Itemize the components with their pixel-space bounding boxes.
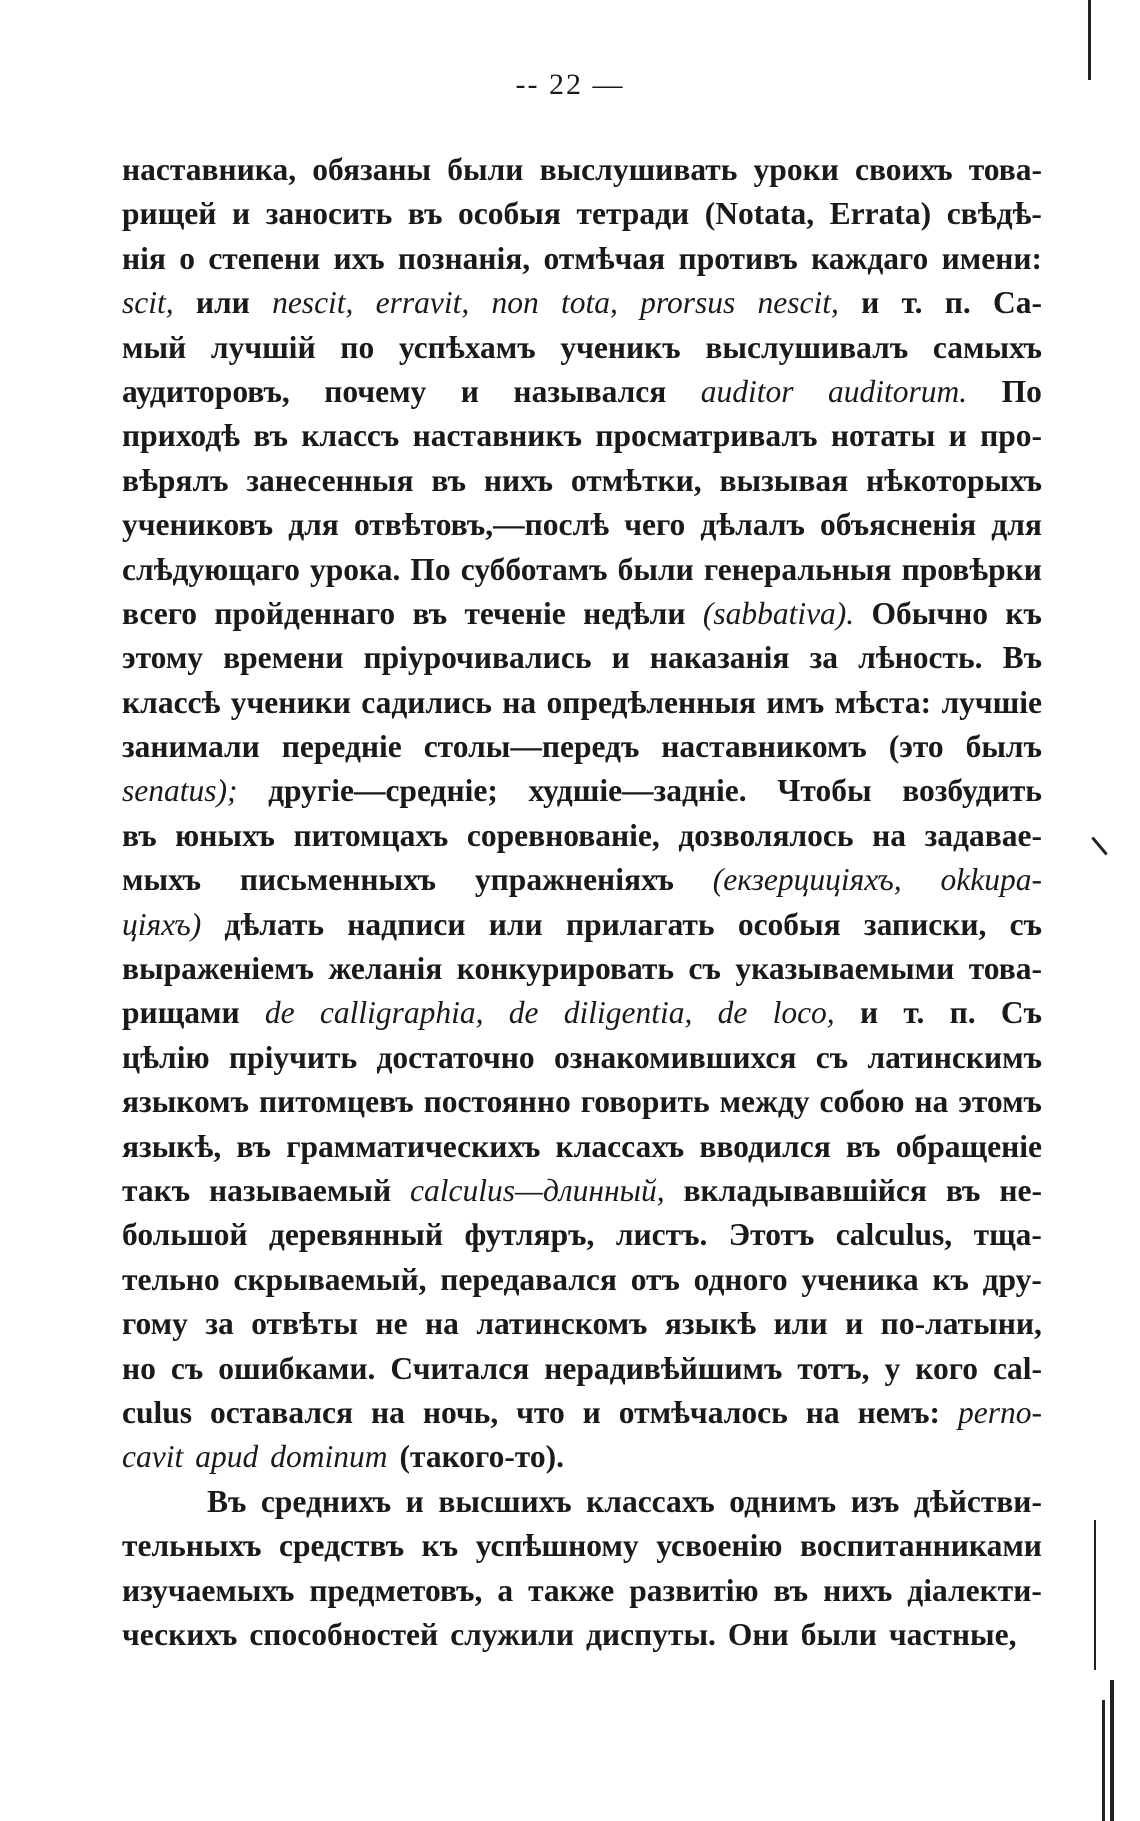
word: съ [688, 951, 721, 987]
word: cavit [122, 1439, 184, 1475]
word: слѣдующаго [122, 551, 300, 587]
word: Са- [992, 285, 1042, 321]
word: называемый [209, 1172, 392, 1208]
word: назывался [513, 373, 667, 409]
word: прилагать [565, 906, 715, 942]
word: вѣрялъ [122, 462, 229, 498]
word: мый [122, 329, 187, 365]
text-line [122, 769, 1042, 813]
word: съ [170, 1350, 204, 1386]
word: По [410, 551, 451, 587]
text-line [122, 725, 1042, 769]
word: урока. [310, 551, 401, 587]
word: выслушивать [539, 152, 738, 187]
word: передніе [281, 729, 402, 765]
word: лучшій [210, 329, 316, 365]
word: но [122, 1350, 156, 1386]
word: auditor [700, 373, 794, 409]
word: Errata) [829, 196, 932, 232]
word: юныхъ [175, 817, 275, 853]
word: и [861, 285, 880, 321]
margin-mark-middle [1091, 837, 1107, 856]
word: loco, [772, 995, 835, 1031]
word: теченіе [464, 595, 566, 631]
word: опредѣленныя [546, 684, 756, 720]
word: нія [122, 240, 166, 276]
word: Они [727, 1616, 789, 1652]
word: въ [845, 1128, 881, 1164]
word: для [991, 507, 1042, 543]
word: нѣкоторыхъ [866, 462, 1042, 498]
word: нихъ [483, 462, 554, 498]
word: нихъ [823, 1572, 893, 1608]
word: успѣшному [475, 1528, 639, 1564]
word: tota, [561, 285, 618, 321]
word: на [370, 1394, 405, 1430]
word: надписи [347, 906, 466, 942]
word: языкѣ [664, 1306, 757, 1342]
word: нерадивѣйшимъ [544, 1350, 783, 1386]
word: служили [450, 1616, 574, 1652]
text-line [122, 1213, 1042, 1257]
word: классъ [301, 418, 400, 454]
word: това- [968, 951, 1042, 987]
word: обращеніе [895, 1128, 1042, 1164]
word: грамматическихъ [286, 1128, 541, 1164]
word: съ [1009, 906, 1042, 942]
word: или [773, 1306, 828, 1342]
text-line [122, 548, 1042, 592]
word: calculus, [835, 1217, 953, 1253]
word: былъ [965, 729, 1042, 765]
margin-mark-bottom-2 [1102, 1700, 1105, 1821]
word: наставника, [122, 152, 297, 187]
word: тща- [973, 1217, 1042, 1253]
word: заносить [265, 196, 393, 232]
word: не- [999, 1172, 1042, 1208]
word: nescit, [757, 285, 839, 321]
word: къ [421, 1528, 459, 1564]
word: были [617, 551, 694, 587]
word: записки, [863, 906, 987, 942]
text-line [122, 370, 1042, 414]
margin-mark-lower [1094, 1520, 1096, 1670]
word: рищей [122, 196, 217, 232]
word: По [1001, 373, 1042, 409]
word: объясненія [820, 507, 977, 543]
word: ученикъ [560, 329, 681, 365]
text-line [122, 503, 1042, 547]
word: классѣ [122, 684, 221, 720]
word: отвѣтовъ,—послѣ [353, 507, 610, 543]
word: Съ [1000, 995, 1042, 1031]
word: Этотъ [728, 1217, 815, 1253]
word: въ [236, 1128, 272, 1164]
word: учениковъ [122, 507, 274, 543]
word: времени [223, 640, 344, 676]
word: были [800, 1616, 877, 1652]
word: чего [624, 507, 686, 543]
word: Чтобы [777, 773, 872, 809]
word: соревнованіе, [466, 817, 660, 853]
word: письменныхъ [239, 862, 437, 898]
word: и [611, 640, 630, 676]
word: prorsus [640, 285, 736, 321]
text-line [122, 192, 1042, 236]
word: пройденнаго [214, 595, 396, 631]
word: ночь, [422, 1394, 499, 1430]
word: тельныхъ [122, 1528, 262, 1564]
word: okkupa- [940, 862, 1042, 898]
word: по [340, 329, 375, 365]
margin-mark-bottom [1110, 1680, 1114, 1821]
word: указываемыми [735, 951, 955, 987]
word: отъ [630, 1261, 680, 1297]
word: наставникъ [412, 418, 582, 454]
word: субботамъ [460, 551, 608, 587]
word: (это [888, 729, 944, 765]
word: scit, [122, 285, 174, 321]
word: тотъ, [797, 1350, 870, 1386]
word: листъ. [615, 1217, 708, 1253]
word: этомъ [958, 1084, 1042, 1120]
word: діалекти- [907, 1572, 1042, 1608]
word: дѣлалъ [700, 507, 805, 543]
word: недѣли [583, 595, 686, 631]
word: степени [208, 240, 321, 276]
word: и [231, 196, 251, 232]
text-line [122, 1258, 1042, 1302]
text-line [122, 1169, 1042, 1213]
word: non [491, 285, 539, 321]
word: на [872, 817, 907, 853]
word: упражненіяхъ [474, 862, 674, 898]
text-line [122, 814, 1042, 858]
word: имени: [941, 240, 1042, 276]
word: языкомъ [122, 1084, 249, 1120]
word: nescit, [272, 285, 354, 321]
text-line [122, 1347, 1042, 1391]
word: одного [693, 1261, 788, 1297]
word: гому [122, 1306, 188, 1342]
word: питомцевъ [258, 1084, 414, 1120]
word: вызывая [719, 462, 849, 498]
word: предметовъ, [309, 1572, 483, 1608]
word: (такого-то). [399, 1439, 564, 1475]
word: аудиторовъ, [122, 373, 290, 409]
word: съ [815, 1039, 849, 1075]
text-line [122, 1480, 1042, 1524]
word: усвоенію [656, 1528, 783, 1564]
word: а [497, 1572, 514, 1608]
word: выслушивалъ [705, 329, 909, 365]
text-line [122, 1569, 1042, 1613]
text-line [122, 1391, 1042, 1435]
word: для [288, 507, 339, 543]
word: въ [773, 1572, 809, 1608]
text-line [122, 858, 1042, 902]
text-line [122, 1302, 1042, 1346]
word: развитію [629, 1572, 759, 1608]
text-line [122, 681, 1042, 725]
word: Въ [1002, 640, 1042, 676]
word: другіе—средніе; [268, 773, 498, 809]
word: на [914, 1084, 949, 1120]
word: конкурировать [456, 951, 675, 987]
text-line [122, 1125, 1042, 1169]
word: постоянно [423, 1084, 571, 1120]
word: обязаны [312, 152, 432, 187]
text-line [122, 326, 1042, 370]
word: въ [253, 418, 289, 454]
word: говорить [580, 1084, 710, 1120]
word: языкѣ, [122, 1128, 222, 1164]
word: выраженіемъ [122, 951, 314, 987]
word: culus [122, 1394, 193, 1430]
word: способностей [249, 1616, 439, 1652]
word: задавае- [924, 817, 1042, 853]
word: каждаго [811, 240, 929, 276]
word: въ [945, 1172, 981, 1208]
word: calculus—длинный, [410, 1172, 665, 1208]
word: провѣрки [901, 551, 1042, 587]
word: между [719, 1084, 810, 1120]
word: т. [901, 285, 923, 321]
word: дозволялось [678, 817, 854, 853]
word: о [179, 240, 196, 276]
text-line [122, 1036, 1042, 1080]
word: т. [903, 995, 925, 1031]
word: диспуты. [586, 1616, 716, 1652]
word: желанія [328, 951, 443, 987]
word: возбудить [902, 773, 1042, 809]
word: къ [932, 1261, 969, 1297]
word: отвѣты [251, 1306, 358, 1342]
word: въ [412, 595, 448, 631]
word: auditorum. [828, 373, 968, 409]
word: п. [944, 285, 971, 321]
word: деревянный [268, 1217, 444, 1253]
word: немъ: [857, 1394, 941, 1430]
text-line [122, 1435, 1042, 1479]
word: по-латыни, [880, 1306, 1042, 1342]
word: отмѣтки, [570, 462, 702, 498]
word: скрываемый, [233, 1261, 427, 1297]
word: кого [915, 1350, 978, 1386]
text-line [122, 592, 1042, 636]
body-text [122, 148, 1042, 1657]
word: erravit, [375, 285, 470, 321]
word: (Notata, [704, 196, 815, 232]
word: на [805, 1394, 840, 1430]
word: и [845, 1306, 864, 1342]
word: perno- [957, 1394, 1042, 1430]
word: что [516, 1394, 565, 1430]
word: были [447, 152, 524, 187]
text-line [122, 148, 1042, 192]
word: отмѣчалось [618, 1394, 788, 1430]
word: такъ [122, 1172, 191, 1208]
word: свѣдѣ- [946, 196, 1042, 232]
word: или [488, 906, 543, 942]
word: на [502, 684, 537, 720]
word: и [460, 373, 479, 409]
word: особыя [458, 196, 561, 232]
word: собою [819, 1084, 905, 1120]
text-line [122, 991, 1042, 1035]
word: п. [949, 995, 976, 1031]
text-line [122, 281, 1042, 325]
word: тельно [122, 1261, 220, 1297]
text-line [122, 237, 1042, 281]
word: Считался [390, 1350, 530, 1386]
word: самыхъ [932, 329, 1042, 365]
text-line [122, 1080, 1042, 1124]
word: средствъ [279, 1528, 405, 1564]
word: вводился [699, 1128, 831, 1164]
word: calligraphia, [319, 995, 484, 1031]
word: за [205, 1306, 234, 1342]
word: питомцахъ [293, 817, 449, 853]
word: успѣхамъ [398, 329, 536, 365]
word: и [582, 1394, 601, 1430]
word: на [425, 1306, 459, 1342]
text-line [122, 414, 1042, 458]
word: мыхъ [122, 862, 201, 898]
word: особыя [737, 906, 841, 942]
word: и [948, 418, 967, 454]
word: латинскомъ [476, 1306, 648, 1342]
text-line [122, 947, 1042, 991]
word: не [375, 1306, 408, 1342]
word: среднихъ [260, 1483, 392, 1519]
word: столы—передъ [423, 729, 640, 765]
word: cal- [993, 1350, 1042, 1386]
word: садились [361, 684, 492, 720]
word: почему [324, 373, 427, 409]
word: Обычно [871, 595, 989, 631]
word: достаточно [376, 1039, 535, 1075]
word: дру- [982, 1261, 1042, 1297]
word: ціяхъ) [122, 906, 202, 942]
word: ошибками. [218, 1350, 376, 1386]
word: въ [407, 196, 443, 232]
word: наказанія [649, 640, 790, 676]
word: изъ [850, 1483, 900, 1519]
word: однимъ [729, 1483, 837, 1519]
word: худшіе—задніе. [528, 773, 747, 809]
word: dominum [270, 1439, 388, 1475]
word: футляръ, [464, 1217, 595, 1253]
text-line [122, 459, 1042, 503]
word: това- [968, 152, 1042, 187]
word: Въ [207, 1483, 247, 1519]
word: apud [195, 1439, 259, 1475]
word: высшихъ [438, 1483, 572, 1519]
word: diligentia, [563, 995, 693, 1031]
word: большой [122, 1217, 248, 1253]
word: (sabbativa). [702, 595, 855, 631]
text-line [122, 1613, 1042, 1657]
word: de [264, 995, 295, 1031]
word: познанія, [397, 240, 531, 276]
word: въ [431, 462, 466, 498]
word: воспитанниками [800, 1528, 1042, 1564]
word: къ [1005, 595, 1042, 631]
margin-mark-top [1088, 0, 1091, 80]
word: латинскимъ [867, 1039, 1042, 1075]
text-line [122, 636, 1042, 680]
word: нотаты [830, 418, 936, 454]
word: своихъ [855, 152, 953, 187]
word: про- [980, 418, 1042, 454]
word: пріучить [228, 1039, 358, 1075]
word: за [809, 640, 838, 676]
word: просматривалъ [595, 418, 818, 454]
word: наставникомъ [661, 729, 867, 765]
word: de [508, 995, 539, 1031]
word: или [195, 285, 250, 321]
word: всего [122, 595, 198, 631]
word: тетради [576, 196, 690, 232]
word: senatus); [122, 773, 238, 809]
word: изучаемыхъ [122, 1572, 295, 1608]
word: вкладывавшійся [683, 1172, 927, 1208]
word: рищами [122, 995, 240, 1031]
word: у [884, 1350, 901, 1386]
word: частные, [888, 1616, 1017, 1652]
word: мѣста: [834, 684, 932, 720]
word: лучшіе [941, 684, 1042, 720]
word: ученика [801, 1261, 919, 1297]
word: передавался [440, 1261, 617, 1297]
word: противъ [678, 240, 798, 276]
text-line [122, 1524, 1042, 1568]
word: въ [122, 817, 157, 853]
text-line [122, 903, 1042, 947]
word: приходѣ [122, 418, 241, 454]
word: и [405, 1483, 424, 1519]
word: генеральныя [703, 551, 892, 587]
word: пріурочивались [363, 640, 592, 676]
word: дѣлать [224, 906, 324, 942]
word: отмѣчая [543, 240, 666, 276]
word: занимали [122, 729, 260, 765]
word: лѣность. [858, 640, 983, 676]
word: имъ [766, 684, 825, 720]
word: дѣйстви- [913, 1483, 1042, 1519]
page-number: -- 22 — [515, 68, 625, 101]
word: de [717, 995, 748, 1031]
word: ознакомившихся [553, 1039, 797, 1075]
word: и [859, 995, 879, 1031]
word: занесенныя [246, 462, 414, 498]
word: цѣлію [122, 1039, 210, 1075]
word: классахъ [586, 1483, 715, 1519]
word: оставался [209, 1394, 354, 1430]
word: также [528, 1572, 615, 1608]
word: классахъ [555, 1128, 685, 1164]
word: ческихъ [122, 1616, 238, 1652]
word: уроки [753, 152, 839, 187]
word: ихъ [333, 240, 385, 276]
word: (екзерциціяхъ, [712, 862, 902, 898]
word: ученики [230, 684, 351, 720]
word: этому [122, 640, 204, 676]
